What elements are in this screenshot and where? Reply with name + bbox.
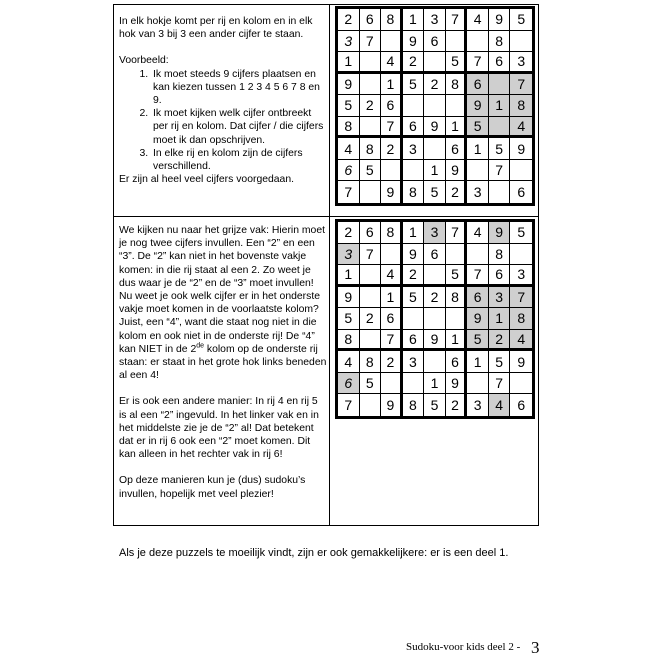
sudoku-cell [360, 181, 382, 203]
sudoku-cell: 8 [403, 181, 425, 203]
sudoku-cell: 5 [489, 351, 511, 373]
sudoku-cell: 8 [489, 244, 511, 266]
sudoku-cell: 5 [467, 330, 489, 352]
step-3: 3. In elke rij en kolom zijn de cijfers verschillend. [151, 147, 324, 173]
sudoku-cell: 5 [489, 138, 511, 160]
intro-text [119, 15, 324, 186]
sudoku-cell: 4 [381, 52, 403, 74]
sudoku-cell [510, 373, 532, 395]
content-table [113, 4, 539, 526]
sudoku-grid-example [335, 6, 535, 206]
sudoku-cell: 7 [446, 9, 468, 31]
sudoku-cell: 3 [467, 394, 489, 416]
column-divider [329, 5, 330, 525]
sudoku-cell [360, 330, 382, 352]
sudoku-cell: 5 [403, 74, 425, 96]
sudoku-cell: 9 [510, 351, 532, 373]
sudoku-cell: 6 [517, 397, 526, 414]
sudoku-cell: 9 [446, 160, 468, 182]
sudoku-cell: 7 [360, 244, 382, 266]
sudoku-cell: 6 [403, 330, 425, 352]
page-number: 3 [531, 638, 540, 657]
sudoku-cell: 9 [467, 95, 489, 117]
sudoku-cell [467, 160, 489, 182]
sudoku-cell [403, 308, 425, 330]
sudoku-cell: 8 [510, 95, 532, 117]
sudoku-cell: 6 [424, 31, 446, 53]
intro-paragraph: In elk hokje komt per rij en kolom en in elk hok van 3 bij 3 een ander cijfer te staan. [119, 16, 313, 41]
sudoku-cell [446, 308, 468, 330]
sudoku-cell: 7 [360, 31, 382, 53]
sudoku-cell [360, 117, 382, 139]
sudoku-cell: 9 [424, 117, 446, 139]
sudoku-cell: 9 [489, 222, 511, 244]
sudoku-cell [424, 308, 446, 330]
sudoku-cell: 6 [338, 373, 360, 395]
ordinal-suffix: de [196, 342, 205, 350]
sudoku-cell: 2 [424, 74, 446, 96]
sudoku-cell: 6 [489, 52, 511, 74]
sudoku-cell [446, 31, 468, 53]
sudoku-cell [360, 52, 382, 74]
sudoku-cell: 8 [360, 351, 382, 373]
sudoku-cell: 7 [381, 330, 403, 352]
sudoku-cell: 2 [381, 351, 403, 373]
sudoku-cell: 4 [467, 222, 489, 244]
sudoku-cell: 1 [338, 52, 360, 74]
sudoku-cell: 4 [338, 351, 360, 373]
sudoku-cell: 5 [510, 222, 532, 244]
sudoku-cell [424, 95, 446, 117]
sudoku-cell: 8 [489, 31, 511, 53]
sudoku-cell [489, 117, 511, 139]
sudoku-cell [489, 74, 511, 96]
sudoku-grid-solved-step [335, 219, 535, 419]
sudoku-cell: 4 [338, 138, 360, 160]
sudoku-cell: 2 [338, 222, 360, 244]
sudoku-cell: 2 [446, 394, 468, 416]
sudoku-cell: 2 [360, 308, 382, 330]
sudoku-cell: 4 [510, 330, 532, 352]
sudoku-cell: 6 [446, 351, 468, 373]
sudoku-cell: 2 [381, 138, 403, 160]
sudoku-cell: 6 [381, 308, 403, 330]
sudoku-cell: 9 [381, 394, 403, 416]
sudoku-cell: 1 [446, 330, 468, 352]
sudoku-cell: 8 [446, 287, 468, 309]
sudoku-cell: 4 [467, 9, 489, 31]
sudoku-cell [446, 244, 468, 266]
sudoku-cell: 5 [467, 117, 489, 139]
sudoku-cell: 2 [489, 330, 511, 352]
sudoku-cell: 3 [510, 265, 532, 287]
bottom-note: Als je deze puzzels te moeilijk vindt, zijn er ook gemakkelijkere: er is een deel 1. [119, 547, 509, 559]
sudoku-cell: 3 [489, 287, 511, 309]
sudoku-cell: 1 [403, 9, 425, 31]
intro-closing: Er zijn al heel veel cijfers voorgedaan. [119, 174, 295, 186]
sudoku-cell: 7 [510, 287, 532, 309]
sudoku-cell: 5 [338, 308, 360, 330]
sudoku-cell [403, 95, 425, 117]
sudoku-cell: 2 [446, 181, 468, 203]
sudoku-cell: 9 [424, 330, 446, 352]
sudoku-cell: 8 [381, 9, 403, 31]
sudoku-cell: 2 [403, 265, 425, 287]
sudoku-cell: 7 [446, 222, 468, 244]
sudoku-cell [360, 394, 382, 416]
sudoku-cell: 7 [467, 265, 489, 287]
sudoku-cell: 5 [338, 95, 360, 117]
sudoku-cell: 3 [338, 31, 360, 53]
sudoku-cell [381, 373, 403, 395]
sudoku-cell: 1 [467, 138, 489, 160]
sudoku-cell [403, 160, 425, 182]
sudoku-cell: 5 [360, 373, 382, 395]
sudoku-cell [510, 31, 532, 53]
sudoku-cell [360, 74, 382, 96]
sudoku-cell: 1 [381, 74, 403, 96]
sudoku-cell: 7 [381, 117, 403, 139]
sudoku-cell: 9 [489, 9, 511, 31]
sudoku-cell: 6 [403, 117, 425, 139]
sudoku-cell: 6 [381, 95, 403, 117]
sudoku-cell [381, 160, 403, 182]
sudoku-cell: 1 [446, 117, 468, 139]
sudoku-cell [424, 52, 446, 74]
sudoku-cell [381, 244, 403, 266]
sudoku-cell: 3 [424, 222, 446, 244]
sudoku-cell: 4 [489, 394, 511, 416]
row-divider [114, 216, 538, 217]
sudoku-cell: 6 [489, 265, 511, 287]
explanation-text [119, 224, 327, 501]
sudoku-cell: 9 [338, 74, 360, 96]
sudoku-cell: 9 [467, 308, 489, 330]
sudoku-cell: 8 [403, 394, 425, 416]
sudoku-cell: 6 [424, 244, 446, 266]
sudoku-cell: 2 [403, 52, 425, 74]
sudoku-cell: 6 [467, 287, 489, 309]
sudoku-cell: 1 [489, 95, 511, 117]
sudoku-cell: 3 [467, 181, 489, 203]
sudoku-cell: 1 [489, 308, 511, 330]
sudoku-cell: 9 [403, 31, 425, 53]
sudoku-cell: 3 [403, 138, 425, 160]
sudoku-cell: 8 [510, 308, 532, 330]
ordinal-number: 2 [190, 343, 197, 355]
footer-title: Sudoku-voor kids deel 2 - [406, 641, 521, 653]
sudoku-cell: 8 [338, 117, 360, 139]
sudoku-cell: 9 [381, 181, 403, 203]
sudoku-cell: 8 [360, 138, 382, 160]
sudoku-cell [510, 160, 532, 182]
sudoku-cell [467, 31, 489, 53]
sudoku-cell [489, 181, 511, 203]
sudoku-cell: 2 [338, 9, 360, 31]
sudoku-cell: 8 [381, 222, 403, 244]
explanation-paragraph-1: We kijken nu naar het grijze vak: Hierin moet je nog twee cijfers invullen. Een “2” en een “3”. De “2” kan niet in het bovenste vakje komen: in die rij staat al een 2. Zo weet je dus waar je de “2” en de “3” moet invullen! [119, 225, 325, 289]
sudoku-cell [446, 95, 468, 117]
sudoku-cell: 4 [381, 265, 403, 287]
sudoku-cell: 5 [446, 265, 468, 287]
sudoku-cell [403, 373, 425, 395]
explanation-p2-rest: kolom op de onderste rij staan: er staat in het grote hok links beneden al een 4! [119, 343, 327, 382]
sudoku-cell: 1 [338, 265, 360, 287]
explanation-paragraph-4: Op deze manieren kun je (dus) sudoku’s invullen, hopelijk met veel plezier! [119, 475, 306, 500]
sudoku-cell: 2 [424, 287, 446, 309]
sudoku-cell: 6 [467, 74, 489, 96]
sudoku-cell: 9 [338, 287, 360, 309]
sudoku-cell: 5 [510, 9, 532, 31]
sudoku-cell: 5 [446, 52, 468, 74]
sudoku-cell: 3 [403, 351, 425, 373]
sudoku-cell: 9 [510, 138, 532, 160]
sudoku-cell: 9 [403, 244, 425, 266]
sudoku-cell: 5 [403, 287, 425, 309]
sudoku-cell [510, 244, 532, 266]
sudoku-cell: 6 [338, 160, 360, 182]
sudoku-cell: 7 [338, 181, 360, 203]
sudoku-cell: 2 [360, 95, 382, 117]
explanation-paragraph-3: Er is ook een andere manier: In rij 4 en rij 5 is al een “2” ingevuld. In het linker vak en in het middelste zie je de “2” al! Dat betekent dat er in rij 6 ook een “2” moet komen. Dit kan alleen in het rechter vak in rij 6! [119, 396, 319, 461]
sudoku-cell: 5 [360, 160, 382, 182]
step-1: 1. Ik moet steeds 9 cijfers plaatsen en kan kiezen tussen 1 2 3 4 5 6 7 8 en 9. [151, 68, 324, 108]
explanation-p2-text: Nu weet je ook welk cijfer er in het onderste vakje moet komen in de voorlaatste kolom? Juist, een “4”, want die staat nog niet in die kolom en ook niet in de onderste rij! De “4” kan NIET in de [119, 291, 320, 355]
sudoku-cell [424, 138, 446, 160]
sudoku-cell: 8 [446, 74, 468, 96]
sudoku-cell [424, 351, 446, 373]
sudoku-cell: 5 [424, 394, 446, 416]
sudoku-cell [424, 265, 446, 287]
sudoku-cell: 6 [517, 184, 526, 201]
sudoku-cell [467, 244, 489, 266]
sudoku-cell: 7 [467, 52, 489, 74]
sudoku-cell: 7 [489, 160, 511, 182]
sudoku-cell: 6 [446, 138, 468, 160]
steps-list [119, 68, 324, 174]
sudoku-cell: 1 [467, 351, 489, 373]
sudoku-cell: 6 [360, 9, 382, 31]
sudoku-cell: 7 [489, 373, 511, 395]
sudoku-cell: 7 [510, 74, 532, 96]
sudoku-cell [360, 265, 382, 287]
step-2: 2. Ik moet kijken welk cijfer ontbreekt per rij en kolom. Dat cijfer / die cijfers moet ik dan opschrijven. [151, 107, 324, 147]
sudoku-cell [467, 373, 489, 395]
sudoku-cell: 9 [446, 373, 468, 395]
sudoku-cell: 1 [424, 160, 446, 182]
sudoku-cell: 3 [510, 52, 532, 74]
sudoku-cell: 4 [510, 117, 532, 139]
sudoku-cell: 3 [424, 9, 446, 31]
example-label: Voorbeeld: [119, 55, 169, 67]
sudoku-cell: 1 [403, 222, 425, 244]
sudoku-cell: 5 [424, 181, 446, 203]
sudoku-cell: 3 [338, 244, 360, 266]
sudoku-cell: 6 [360, 222, 382, 244]
sudoku-cell: 1 [424, 373, 446, 395]
sudoku-cell: 1 [381, 287, 403, 309]
sudoku-cell: 7 [338, 394, 360, 416]
sudoku-cell: 8 [338, 330, 360, 352]
sudoku-cell [381, 31, 403, 53]
explanation-paragraph-2 [119, 290, 327, 382]
sudoku-cell [360, 287, 382, 309]
